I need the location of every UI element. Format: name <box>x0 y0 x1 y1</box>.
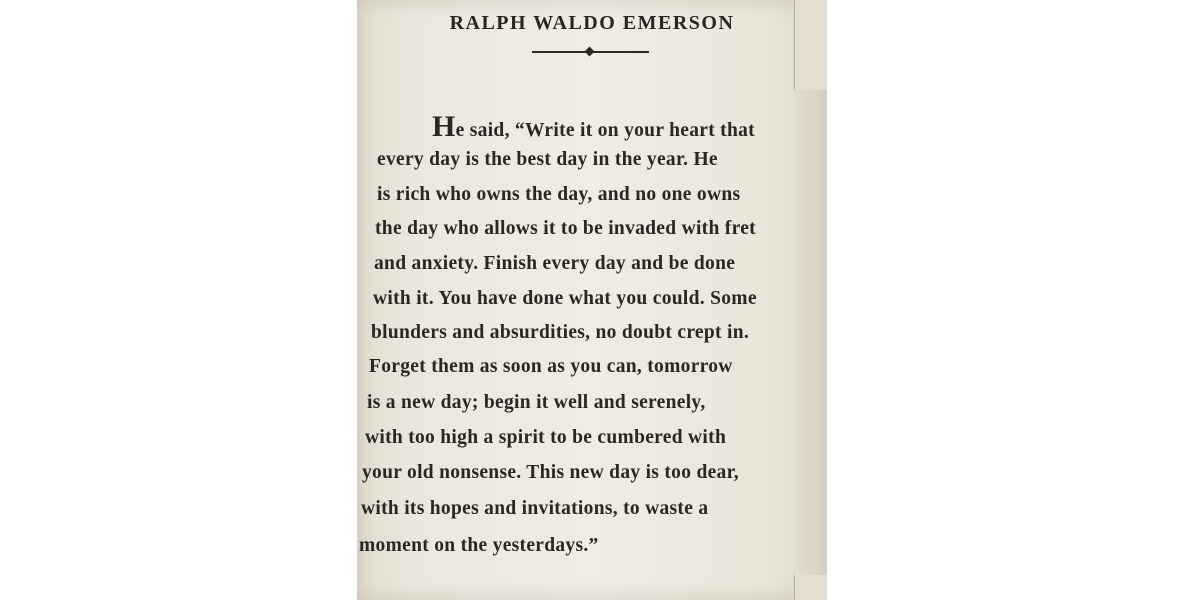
quote-line-5: and anxiety. Finish every day and be done <box>374 253 736 274</box>
quote-line-6: with it. You have done what you could. Some <box>373 288 757 309</box>
quote-line-9: is a new day; begin it well and serenely, <box>367 392 706 413</box>
quote-line-13: moment on the yesterdays.” <box>359 535 599 556</box>
quote-line-2: every day is the best day in the year. He <box>377 149 718 170</box>
author-heading: RALPH WALDO EMERSON <box>449 12 735 34</box>
quote-line-12: with its hopes and invitations, to waste a <box>361 498 709 519</box>
quote-body <box>357 0 827 600</box>
quote-line-10: with too high a spirit to be cumbered with <box>365 427 727 448</box>
quote-line-4: the day who allows it to be invaded with fret <box>375 218 756 239</box>
quote-line-1 <box>432 110 755 144</box>
quote-line-text: e said, “Write it on your heart that <box>455 120 755 141</box>
quote-line-8: Forget them as soon as you can, tomorrow <box>369 356 733 377</box>
drop-cap: H <box>432 110 456 143</box>
book-page <box>357 0 827 600</box>
quote-line-7: blunders and absurdities, no doubt crept in. <box>371 322 750 343</box>
quote-line-11: your old nonsense. This new day is too dear, <box>362 462 739 483</box>
quote-line-3: is rich who owns the day, and no one owns <box>377 184 741 205</box>
